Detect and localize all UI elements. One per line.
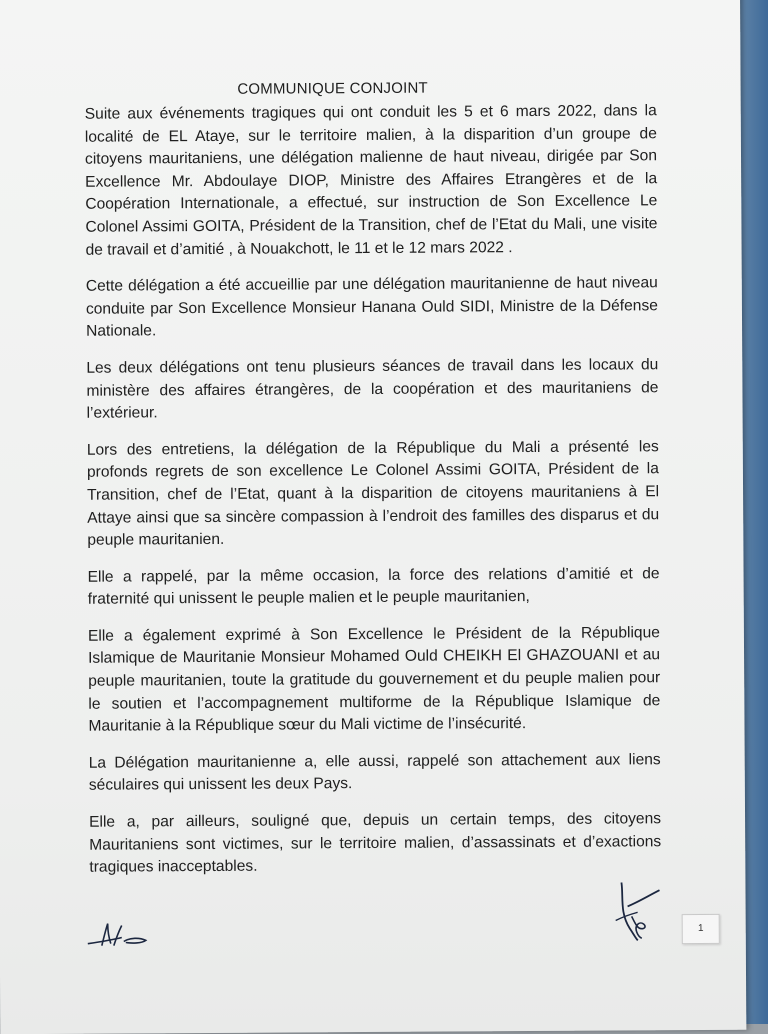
paragraph-5: Elle a rappelé, par la même occasion, la force des relations d’amitié et de fraternité qui unissent le peuple malien et le peuple mauritanien, [87,564,660,608]
paragraph-7: La Délégation mauritanienne a, elle aussi, rappelé son attachement aux liens séculaires qui unissent les deux Pays. [88,751,661,795]
signature-right [607,876,667,946]
paragraph-4: Lors des entretiens, la délégation de la République du Mali a présenté les profonds regrets de son excellence Le Colonel Assimi GOITA, Président de la Transition, chef de l’Etat, quant à la disparition de citoyens mauritaniens à El Attaye ainsi que sa sincère compassion à l’endroit des familles des disparus et du peuple mauritanien. [86,437,660,549]
document-body [85,100,662,893]
paragraph-3: Les deux délégations ont tenu plusieurs séances de travail dans les locaux du ministère des affaires étrangères, de la coopération et des mauritaniens de l’extérieur. [86,356,659,422]
page-number-box: 1 [682,914,720,944]
paragraph-8: Elle a, par ailleurs, souligné que, depuis un certain temps, des citoyens Mauritaniens sont victimes, sur le territoire malien, d’assassinats et d’exactions tragiques inacceptables. [89,810,662,876]
paragraph-2: Cette délégation a été accueillie par une délégation mauritanienne de haut niveau conduite par Son Excellence Monsieur Hanana Ould SIDI, Ministre de la Défense Nationale. [85,274,658,341]
paragraph-1: Suite aux événements tragiques qui ont conduit les 5 et 6 mars 2022, dans la localité de EL Ataye, sur le territoire malien, à la disparition d’un groupe de citoyens mauritaniens, une délégation malienne de haut niveau, dirigée par Son Excellence Mr. Abdoulaye DIOP, Ministre des Affaires Etrangères et de la Coopération Internationale, a effectué, sur instruction de Son Excellence Le Colonel Assimi GOITA, Président de la Transition, chef de l’Etat du Mali, une visite de travail et d’amitié , à Nouakchott, le 11 et le 12 mars 2022 . [84,102,658,259]
signature-left [84,915,164,955]
document-title: COMMUNIQUE CONJOINT [237,79,428,98]
paragraph-6: Elle a également exprimé à Son Excellence le Président de la République Islamique de Mauritanie Monsieur Mohamed Ould CHEIKH El GHAZOUANI et au peuple mauritanien, toute la gratitude du gouvernement et du peuple malien pour le soutien et l’accompagnement multiforme de la République Islamique de Mauritanie à la République sœur du Mali victime de l’insécurité. [87,624,661,735]
